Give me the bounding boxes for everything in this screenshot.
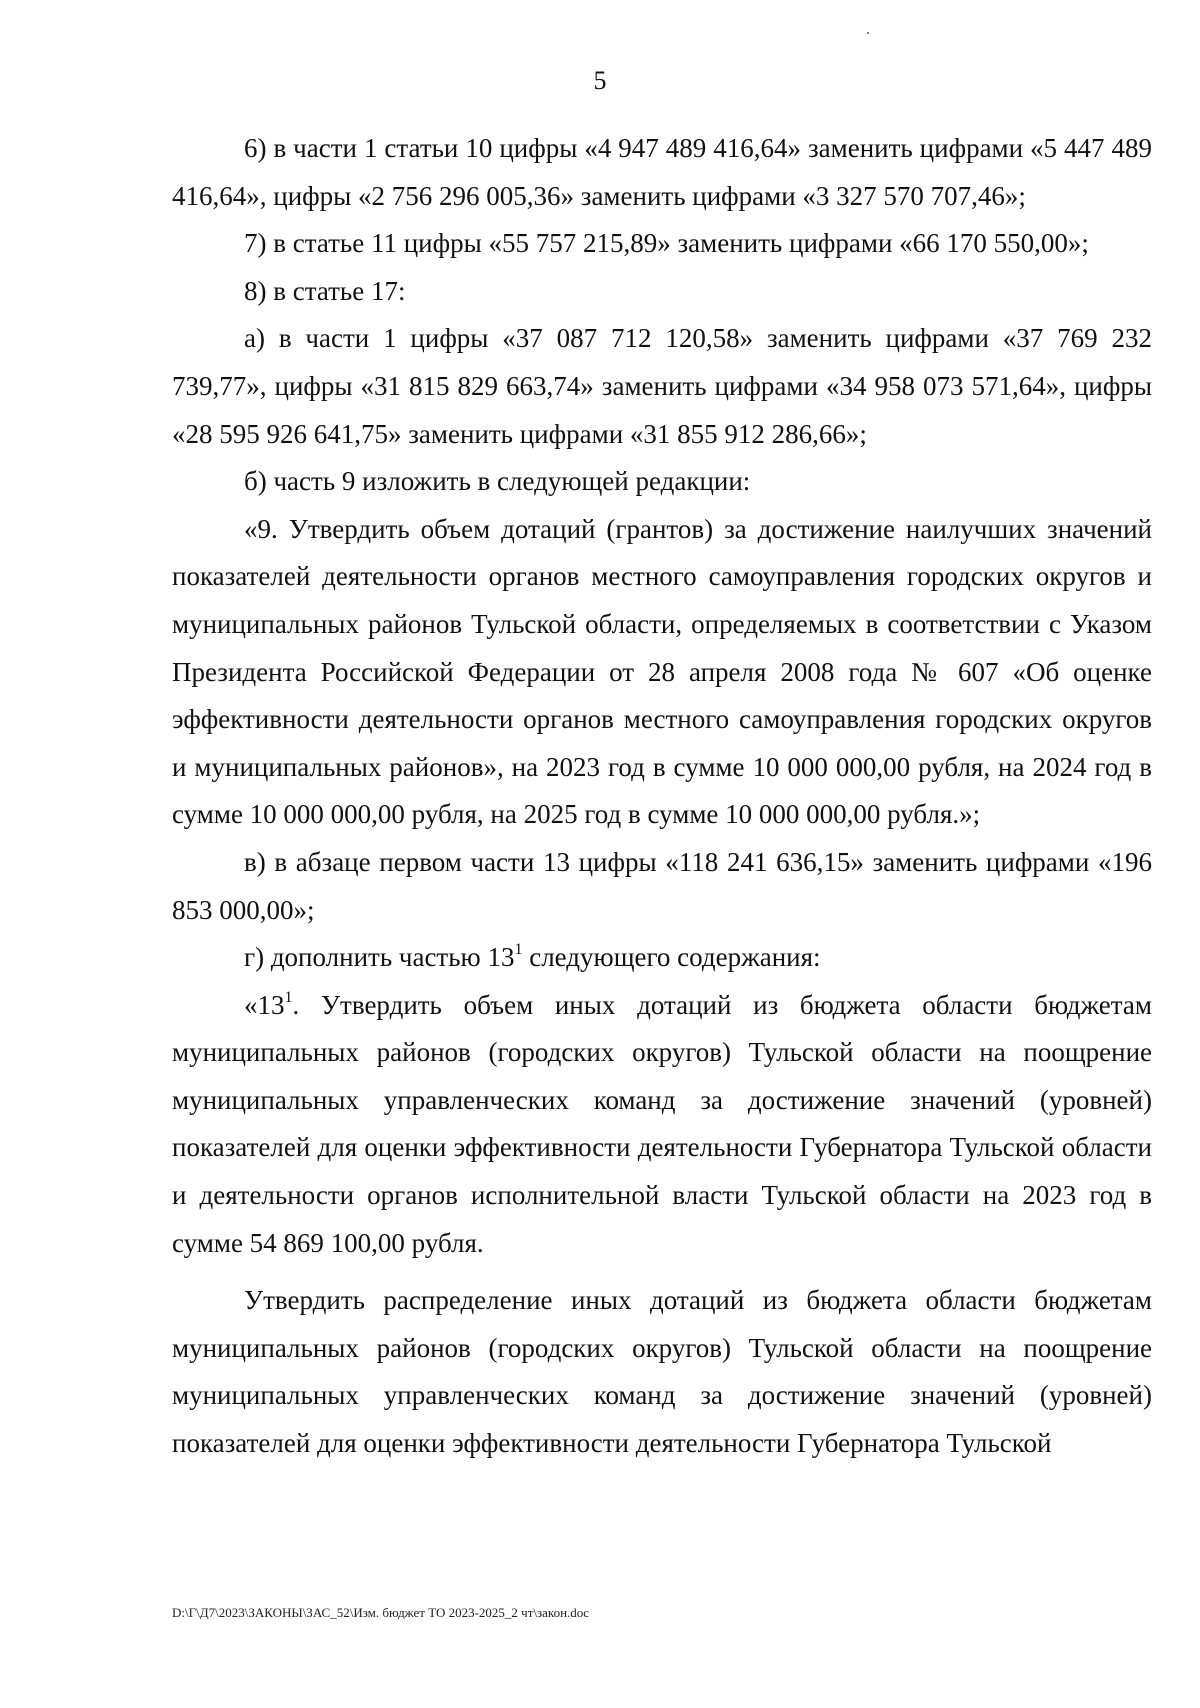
paragraph-item-7: 7) в статье 11 цифры «55 757 215,89» заменить цифрами «66 170 550,00»;	[244, 228, 1089, 259]
paragraph-item-6: 6) в части 1 статьи 10 цифры «4 947 489 416,64» заменить цифрами «5 447 489 416,64», цифры «2 756 296 005,36» заменить цифрами «3 327 570 707,46»;	[172, 133, 1152, 211]
paragraph-subitem-v: в) в абзаце первом части 13 цифры «118 241 636,15» заменить цифрами «196 853 000,00»;	[172, 846, 1152, 925]
paragraph-subitem-g	[172, 934, 1152, 982]
footer-file-path: D:\Г\Д7\2023\ЗАКОНЫ\ЗАС_52\Изм. бюджет ТО 2023-2025_2 чт\закон.doc	[172, 1605, 590, 1620]
scan-speck	[867, 32, 869, 34]
page-number: 5	[593, 66, 607, 95]
paragraph-item-8: 8) в статье 17:	[244, 275, 406, 306]
paragraph-distribution: Утвердить распределение иных дотаций из бюджета области бюджетам муниципальных районов (городских округов) Тульской области на поощрение муниципальных управленческих команд за достижение значений (уровней) показателей для оценки эффективности деятельности Губернатора Тульской	[172, 1285, 1152, 1459]
document-body	[172, 125, 1152, 1468]
paragraph-subitem-b: б) часть 9 изложить в следующей редакции:	[244, 466, 751, 497]
paragraph-subitem-g-before: г) дополнить частью 13	[244, 942, 515, 973]
paragraph-part-9: «9. Утвердить объем дотаций (грантов) за достижение наилучших значений показателей деятельности органов местного самоуправления городских округов и муниципальных районов Тульской области, определяемых в соответствии с Указом Президента Российской Федерации от 28 апреля 2008 года № 607 «Об оценке эффективности деятельности органов местного самоуправления городских округов и муниципальных районов», на 2023 год в сумме 10 000 000,00 рубля, на 2024 год в сумме 10 000 000,00 рубля, на 2025 год в сумме 10 000 000,00 рубля.»;	[172, 513, 1152, 830]
paragraph-part-13-1-before: «13	[244, 989, 285, 1020]
superscript-one: 1	[284, 988, 293, 1006]
paragraph-subitem-g-after: следующего содержания:	[522, 942, 821, 973]
superscript-one: 1	[514, 941, 523, 959]
paragraph-part-13-1-after: . Утвердить объем иных дотаций из бюджета области бюджетам муниципальных районов (городских округов) Тульской области на поощрение муниципальных управленческих команд за достижение значений (уровней) показателей для оценки эффективности деятельности Губернатора Тульской области и деятельности органов исполнительной власти Тульской области на 2023 год в сумме 54 869 100,00 рубля.	[172, 989, 1152, 1258]
paragraph-part-13-1	[172, 982, 1152, 1268]
paragraph-subitem-a: а) в части 1 цифры «37 087 712 120,58» заменить цифрами «37 769 232 739,77», цифры «31 815 829 663,74» заменить цифрами «34 958 073 571,64», цифры «28 595 926 641,75» заменить цифрами «31 855 912 286,66»;	[172, 323, 1152, 449]
